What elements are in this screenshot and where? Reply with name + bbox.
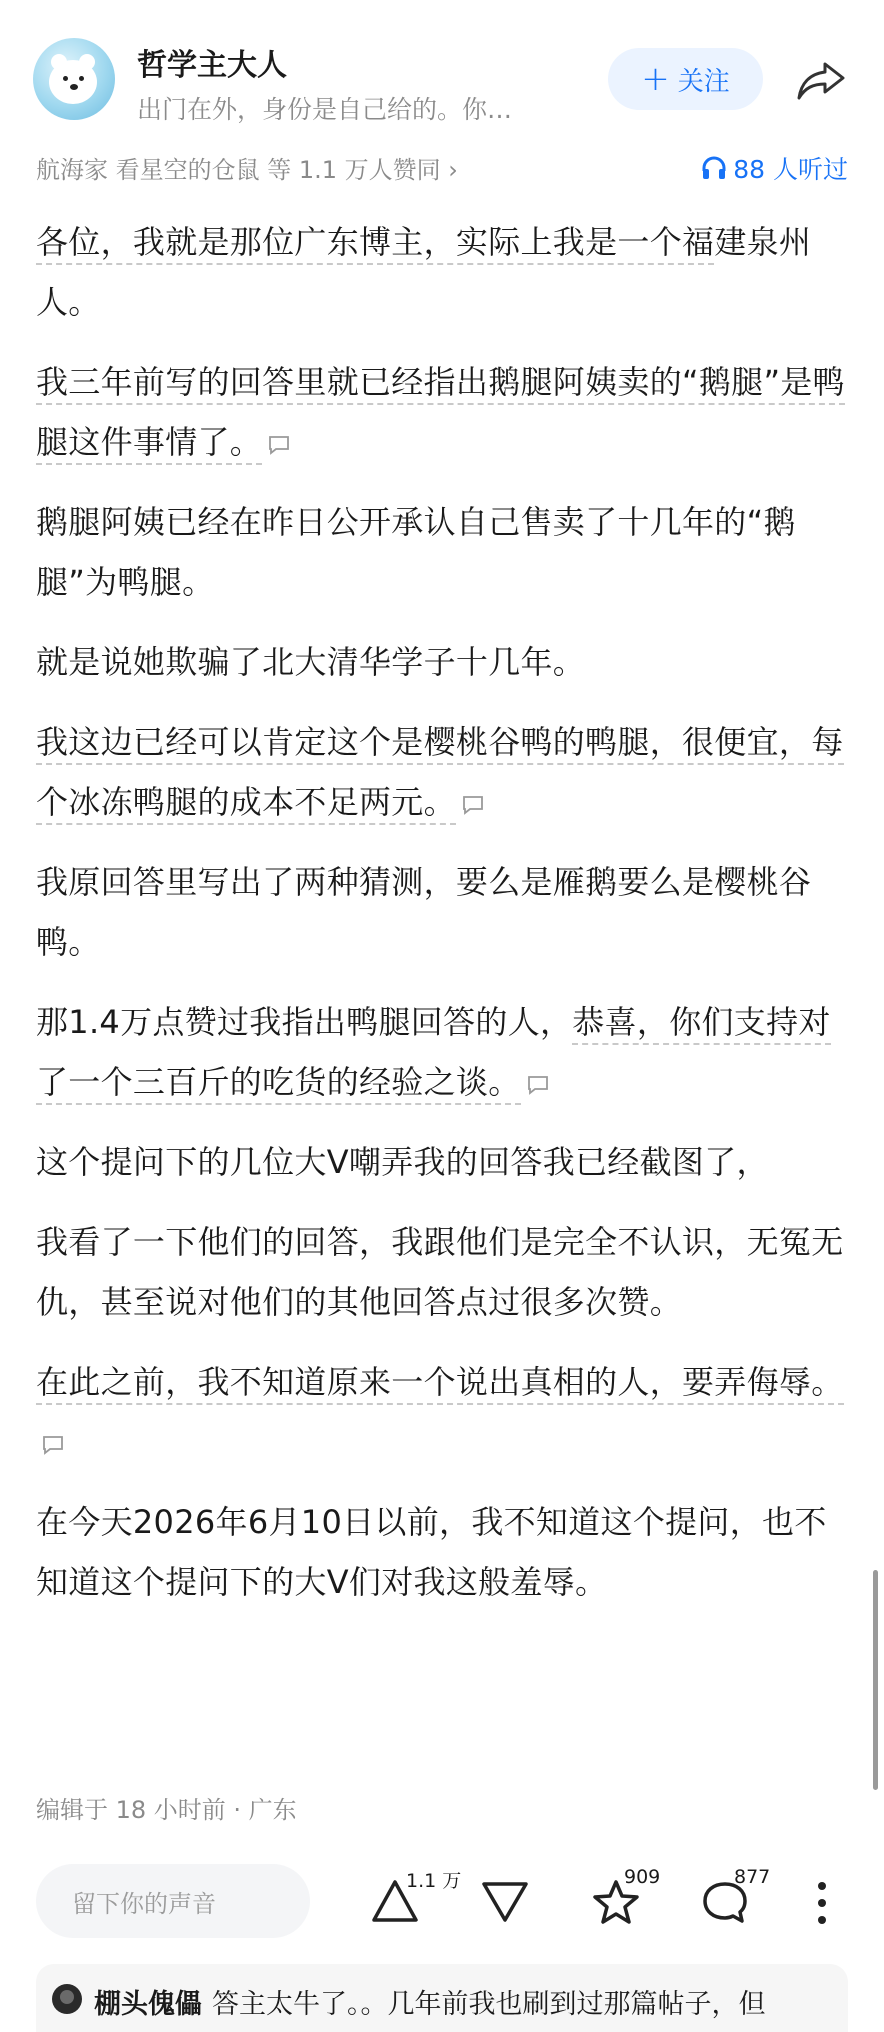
avatar-bear-eye — [63, 76, 68, 81]
edit-info: 编辑于 18 小时前 · 广东 — [36, 1796, 297, 1824]
comment-input[interactable]: 留下你的声音 — [36, 1864, 310, 1938]
plus-icon: + — [641, 59, 670, 99]
answer-content — [36, 212, 848, 1632]
comment-mark-icon[interactable] — [527, 1075, 549, 1095]
follow-label: 关注 — [677, 66, 730, 97]
highlighted-text[interactable]: 在此之前，我不知道原来一个说出真相的人，要弄侮辱。 — [36, 1363, 844, 1405]
commenter-name: 棚头傀儡 — [94, 1989, 202, 2020]
paragraph — [36, 1352, 848, 1472]
comment-mark-icon[interactable] — [42, 1435, 64, 1455]
downvote-button[interactable] — [480, 1860, 540, 1942]
paragraph — [36, 712, 848, 832]
action-bar — [0, 1860, 884, 1942]
favorite-count: 909 — [624, 1866, 661, 1888]
paragraph: 我看了一下他们的回答，我跟他们是完全不认识，无冤无仇，甚至说对他们的其他回答点过很多次赞。 — [36, 1223, 844, 1321]
paragraph: 在今天2026年6月10日以前，我不知道这个提问，也不知道这个提问下的大V们对我这般羞辱。 — [36, 1503, 827, 1601]
paragraph — [36, 212, 848, 332]
listen-count[interactable] — [701, 150, 848, 186]
comment-mark-icon[interactable] — [462, 795, 484, 815]
upvote-button[interactable] — [370, 1860, 460, 1942]
favorite-button[interactable] — [590, 1860, 680, 1942]
paragraph — [36, 352, 848, 472]
avatar-bear-eye — [79, 76, 84, 81]
highlighted-text[interactable]: 各位，我就是那位广东博主，实际上我是一个福 — [36, 223, 714, 265]
comment-count: 877 — [734, 1866, 771, 1888]
highlighted-text[interactable]: 恭喜，你们支持对了一个三百斤的吃货的经验之谈。 — [36, 1003, 831, 1105]
listen-count-text: 88 人听过 — [733, 155, 848, 184]
headphone-icon — [701, 155, 727, 181]
paragraph — [36, 992, 848, 1112]
comment-mark-icon[interactable] — [268, 435, 290, 455]
author-avatar[interactable] — [33, 38, 115, 120]
commenter-avatar — [52, 1984, 82, 2014]
highlighted-text[interactable]: 我这边已经可以肯定这个是樱桃谷鸭的鸭腿，很便宜，每个冰冻鸭腿的成本不足两元。 — [36, 723, 844, 825]
downvote-icon — [480, 1878, 530, 1924]
share-icon[interactable] — [795, 58, 847, 102]
paragraph: 这个提问下的几位大V嘲弄我的回答我已经截图了， — [36, 1143, 769, 1181]
author-bio: 出门在外，身份是自己给的。你… — [137, 95, 513, 124]
paragraph-text: 那1.4万点赞过我指出鸭腿回答的人， — [36, 1003, 573, 1041]
scrollbar[interactable] — [873, 1570, 878, 1790]
comment-preview[interactable] — [36, 1964, 848, 2032]
avatar-bear-head — [49, 60, 97, 104]
stats-row — [36, 150, 848, 190]
comment-button[interactable] — [700, 1860, 790, 1942]
paragraph: 我原回答里写出了两种猜测，要么是雁鹅要么是樱桃谷鸭。 — [36, 863, 812, 961]
avatar-bear-nose — [70, 84, 78, 90]
highlighted-text[interactable]: 我三年前写的回答里就已经指出鹅腿阿姨卖的“鹅腿”是鸭腿这件事情了。 — [36, 363, 845, 465]
paragraph: 就是说她欺骗了北大清华学子十几年。 — [36, 643, 586, 681]
author-name[interactable]: 哲学主大人 — [137, 48, 287, 83]
paragraph-text: 建泉州人。 — [36, 223, 812, 321]
comment-body: 答主太牛了。。几年前我也刷到过那篇帖子，但 — [212, 1989, 766, 2020]
follow-button[interactable] — [608, 48, 763, 110]
upvote-count: 1.1 万 — [406, 1870, 462, 1892]
more-icon[interactable] — [812, 1878, 832, 1928]
paragraph: 鹅腿阿姨已经在昨日公开承认自己售卖了十几年的“鹅腿”为鸭腿。 — [36, 503, 796, 601]
likes-summary[interactable]: 航海家 看星空的仓鼠 等 1.1 万人赞同 › — [36, 156, 458, 184]
comment-preview-text — [94, 1982, 834, 2021]
answer-header — [0, 0, 884, 150]
